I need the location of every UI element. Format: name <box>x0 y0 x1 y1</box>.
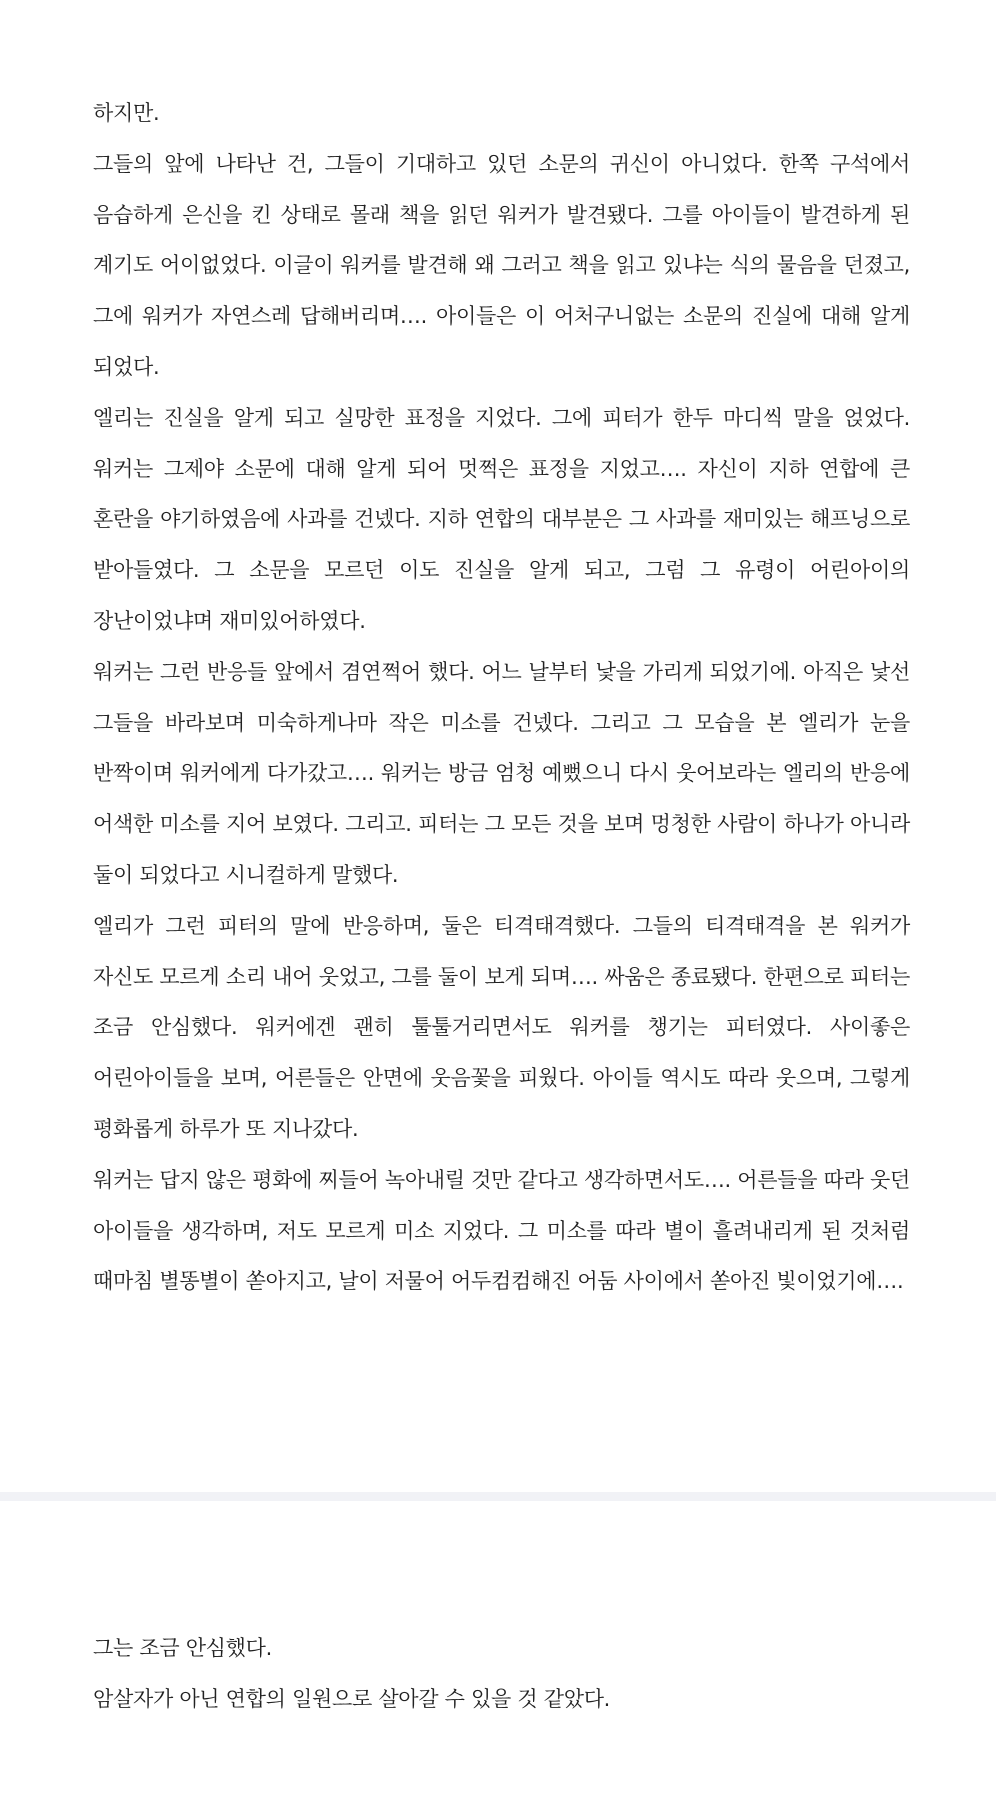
paragraph-intro: 하지만. <box>93 101 160 125</box>
paragraph-smile: 워커는 그런 반응들 앞에서 겸연쩍어 했다. 어느 날부터 낯을 가리게 되었기에. 아직은 낯선 그들을 바라보며 미숙하게나마 작은 미소를 건넸다. 그리고 그 모습을 본 엘리가 눈을 반짝이며 워커에게 다가갔고…. 워커는 방금 엄청 예뻤으니 다시 웃어보라는 엘리의 반응에 어색한 미소를 지어 보였다. 그리고. 피터는 그 모든 것을 보며 멍청한 사람이 하나가 아니라 둘이 되었다고 시니컬하게 말했다. <box>93 659 910 887</box>
paragraph-apology: 엘리는 진실을 알게 되고 실망한 표정을 지었다. 그에 피터가 한두 마디씩 말을 얹었다. 워커는 그제야 소문에 대해 알게 되어 멋쩍은 표정을 지었고…. 자신이 지하 연합에 큰 혼란을 야기하였음에 사과를 건넸다. 지하 연합의 대부분은 그 사과를 재미있는 해프닝으로 받아들였다. 그 소문을 모르던 이도 진실을 알게 되고, 그럼 그 유령이 어린아이의 장난이었냐며 재미있어하였다. <box>93 405 910 633</box>
paragraph-bickering: 엘리가 그런 피터의 말에 반응하며, 둘은 티격태격했다. 그들의 티격태격을 본 워커가 자신도 모르게 소리 내어 웃었고, 그를 둘이 보게 되며…. 싸움은 종료됐다. 한편으로 피터는 조금 안심했다. 워커에겐 괜히 툴툴거리면서도 워커를 챙기는 피터였다. 사이좋은 어린아이들을 보며, 어른들은 안면에 웃음꽃을 피웠다. 아이들 역시도 따라 웃으며, 그렇게 평화롭게 하루가 또 지나갔다. <box>93 913 910 1141</box>
paragraph-discovery: 그들의 앞에 나타난 건, 그들이 기대하고 있던 소문의 귀신이 아니었다. 한쪽 구석에서 음습하게 은신을 킨 상태로 몰래 책을 읽던 워커가 발견됐다. 그를 아이들이 발견하게 된 계기도 어이없었다. 이글이 워커를 발견해 왜 그러고 책을 읽고 있냐는 식의 물음을 던졌고, 그에 워커가 자연스레 답해버리며…. 아이들은 이 어처구니없는 소문의 진실에 대해 알게 되었다. <box>93 151 910 379</box>
section-divider <box>0 1492 996 1501</box>
story-body <box>93 88 910 1307</box>
epilogue-line: 그는 조금 안심했다. <box>93 1636 273 1660</box>
epilogue-line: 암살자가 아닌 연합의 일원으로 살아갈 수 있을 것 같았다. <box>93 1686 611 1711</box>
paragraph-shooting-stars: 워커는 답지 않은 평화에 찌들어 녹아내릴 것만 같다고 생각하면서도…. 어른들을 따라 웃던 아이들을 생각하며, 저도 모르게 미소 지었다. 그 미소를 따라 별이 흘려내리게 된 것처럼 때마침 별똥별이 쏟아지고, 날이 저물어 어두컴컴해진 어둠 사이에서 쏟아진 빛이었기에…. <box>93 1167 910 1294</box>
epilogue <box>93 1623 910 1725</box>
